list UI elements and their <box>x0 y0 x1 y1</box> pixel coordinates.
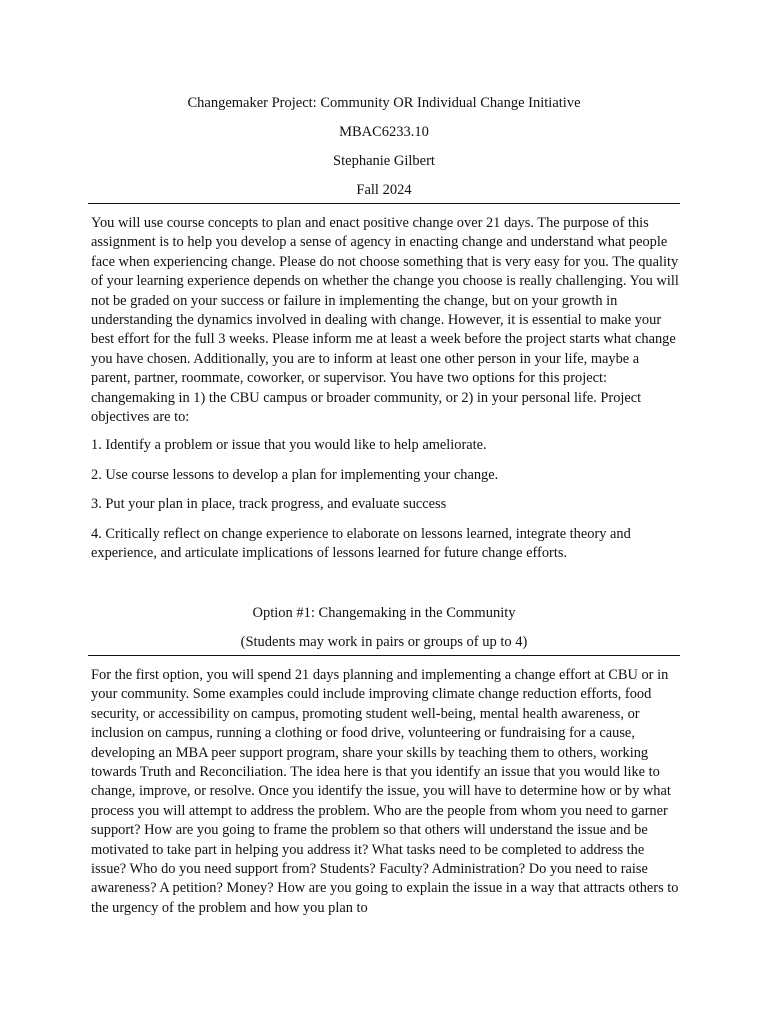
intro-paragraph: You will use course concepts to plan and enact positive change over 21 days. The purpose of this assignment is to help you develop a sense of agency in enacting change and understand what people face when experiencing change. Please do not choose something that is very easy for you. The quality of your learning experience depends on whether the change you choose is really challenging. You will not be graded on your success or failure in implementing the change, but on your growth in understanding the dynamics involved in dealing with change. However, it is essential to make your best effort for the full 3 weeks. Please inform me at least a week before the project starts what change you have chosen. Additionally, you are to inform at least one other person in your life, maybe a parent, partner, roommate, coworker, or supervisor. You have two options for this project: changemaking in 1) the CBU campus or broader community, or 2) in your personal life. Project objectives are to: <box>91 215 679 426</box>
option1-subheading: (Students may work in pairs or groups of up to 4) <box>240 634 528 650</box>
objective-2: 2. Use course lessons to develop a plan for implementing your change. <box>91 467 499 483</box>
objective-1: 1. Identify a problem or issue that you would like to help ameliorate. <box>91 437 487 453</box>
objective-4: 4. Critically reflect on change experience to elaborate on lessons learned, integrate theory and experience, and articulate implications of lessons learned for future change efforts. <box>91 526 631 562</box>
document-title: Changemaker Project: Community OR Individual Change Initiative <box>187 95 581 111</box>
course-code: MBAC6233.10 <box>339 124 429 140</box>
objective-3: 3. Put your plan in place, track progress, and evaluate success <box>91 496 447 512</box>
header-divider <box>88 203 680 204</box>
instructor-name: Stephanie Gilbert <box>333 153 435 169</box>
term: Fall 2024 <box>356 182 412 198</box>
option1-heading: Option #1: Changemaking in the Community <box>252 605 516 621</box>
option1-paragraph: For the first option, you will spend 21 days planning and implementing a change effort at CBU or in your community. Some examples could include improving climate change reduction efforts, food security, or accessibility on campus, promoting student well-being, mental health awareness, or inclusion on campus, running a clothing or food drive, volunteering or fundraising for a cause, developing an MBA peer support program, share your skills by teaching them to others, working towards Truth and Reconciliation. The idea here is that you identify an issue that you would like to change, improve, or resolve. Once you identify the issue, you will have to determine how or by what process you will attempt to address the problem. Who are the people from whom you need to garner support? How are you going to frame the problem so that others will understand the issue and be motivated to take part in helping you address it? What tasks need to be completed to address the issue? Who do you need support from? Students? Faculty? Administration? Do you need to raise awareness? A petition? Money? How are you going to explain the issue in a way that attracts others to the urgency of the problem and how you plan to <box>91 667 679 916</box>
option1-divider <box>88 655 680 656</box>
